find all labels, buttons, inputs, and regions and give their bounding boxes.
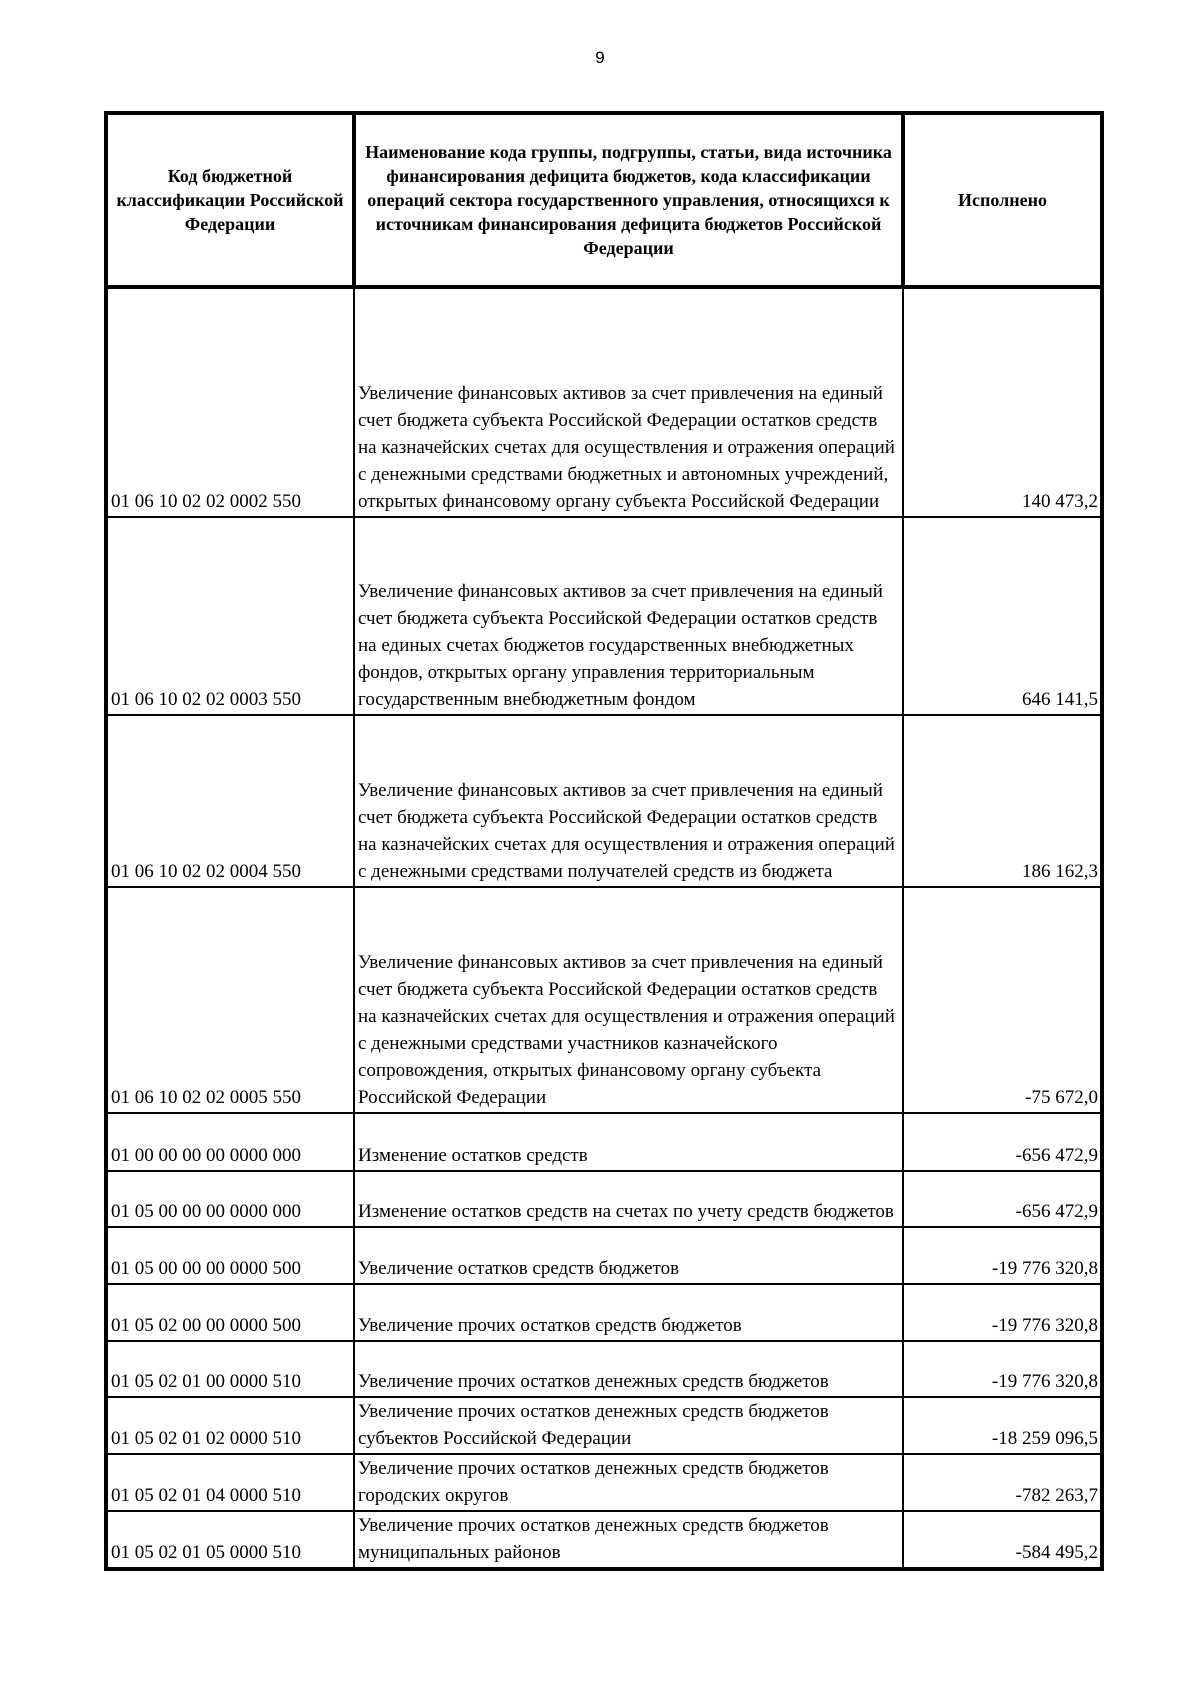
table-row bbox=[106, 517, 1102, 715]
header-row bbox=[106, 113, 1102, 287]
table-row bbox=[106, 1227, 1102, 1284]
row-value: -18 259 096,5 bbox=[903, 1397, 1102, 1454]
row-name: Увеличение прочих остатков денежных средств бюджетов субъектов Российской Федерации bbox=[354, 1397, 903, 1454]
row-value: -75 672,0 bbox=[903, 887, 1102, 1113]
row-name: Увеличение прочих остатков денежных средств бюджетов bbox=[354, 1341, 903, 1397]
table-row bbox=[106, 287, 1102, 517]
table-body bbox=[106, 287, 1102, 1569]
table-row bbox=[106, 1171, 1102, 1227]
row-code: 01 05 02 01 04 0000 510 bbox=[106, 1454, 354, 1511]
row-name: Увеличение финансовых активов за счет привлечения на единый счет бюджета субъекта Российской Федерации остатков средств на казначейских счетах для осуществления и отражения операций с денежными средствами участников казначейского сопровождения, открытых финансовому органу субъекта Российской Федерации bbox=[354, 887, 903, 1113]
page-number: 9 bbox=[595, 48, 605, 67]
row-name: Увеличение финансовых активов за счет привлечения на единый счет бюджета субъекта Российской Федерации остатков средств на казначейских счетах для осуществления и отражения операций с денежными средствами бюджетных и автономных учреждений, открытых финансовому органу субъекта Российской Федерации bbox=[354, 287, 903, 517]
row-code: 01 05 02 00 00 0000 500 bbox=[106, 1284, 354, 1341]
row-name: Изменение остатков средств bbox=[354, 1113, 903, 1171]
row-code: 01 05 00 00 00 0000 500 bbox=[106, 1227, 354, 1284]
row-name: Увеличение прочих остатков денежных средств бюджетов муниципальных районов bbox=[354, 1511, 903, 1569]
row-name: Увеличение остатков средств бюджетов bbox=[354, 1227, 903, 1284]
header-code: Код бюджетной классификации Российской Федерации bbox=[106, 113, 354, 287]
row-code: 01 06 10 02 02 0005 550 bbox=[106, 887, 354, 1113]
row-value: -584 495,2 bbox=[903, 1511, 1102, 1569]
table-row bbox=[106, 1113, 1102, 1171]
row-value: -19 776 320,8 bbox=[903, 1284, 1102, 1341]
table-row bbox=[106, 1454, 1102, 1511]
row-code: 01 05 02 01 00 0000 510 bbox=[106, 1341, 354, 1397]
row-value: -656 472,9 bbox=[903, 1171, 1102, 1227]
row-value: 646 141,5 bbox=[903, 517, 1102, 715]
table-row bbox=[106, 1284, 1102, 1341]
table-row bbox=[106, 715, 1102, 887]
table-row bbox=[106, 1397, 1102, 1454]
row-value: 186 162,3 bbox=[903, 715, 1102, 887]
row-name: Увеличение прочих остатков денежных средств бюджетов городских округов bbox=[354, 1454, 903, 1511]
row-name: Увеличение прочих остатков средств бюджетов bbox=[354, 1284, 903, 1341]
table-row bbox=[106, 887, 1102, 1113]
row-code: 01 06 10 02 02 0002 550 bbox=[106, 287, 354, 517]
row-code: 01 05 02 01 02 0000 510 bbox=[106, 1397, 354, 1454]
table-row bbox=[106, 1341, 1102, 1397]
row-value: 140 473,2 bbox=[903, 287, 1102, 517]
header-name: Наименование кода группы, подгруппы, статьи, вида источника финансирования дефицита бюджетов, кода классификации операций сектора государственного управления, относящихся к источникам финансирования дефицита бюджетов Российской Федерации bbox=[354, 113, 903, 287]
row-value: -782 263,7 bbox=[903, 1454, 1102, 1511]
table-header bbox=[106, 113, 1102, 287]
row-name: Увеличение финансовых активов за счет привлечения на единый счет бюджета субъекта Российской Федерации остатков средств на казначейских счетах для осуществления и отражения операций с денежными средствами получателей средств из бюджета bbox=[354, 715, 903, 887]
row-name: Изменение остатков средств на счетах по учету средств бюджетов bbox=[354, 1171, 903, 1227]
row-name: Увеличение финансовых активов за счет привлечения на единый счет бюджета субъекта Российской Федерации остатков средств на единых счетах бюджетов государственных внебюджетных фондов, открытых органу управления территориальным государственным внебюджетным фондом bbox=[354, 517, 903, 715]
row-code: 01 05 00 00 00 0000 000 bbox=[106, 1171, 354, 1227]
row-code: 01 00 00 00 00 0000 000 bbox=[106, 1113, 354, 1171]
row-code: 01 06 10 02 02 0004 550 bbox=[106, 715, 354, 887]
row-code: 01 06 10 02 02 0003 550 bbox=[106, 517, 354, 715]
row-value: -19 776 320,8 bbox=[903, 1227, 1102, 1284]
budget-table-container bbox=[104, 111, 1100, 1571]
row-code: 01 05 02 01 05 0000 510 bbox=[106, 1511, 354, 1569]
table-row bbox=[106, 1511, 1102, 1569]
header-value: Исполнено bbox=[903, 113, 1102, 287]
row-value: -656 472,9 bbox=[903, 1113, 1102, 1171]
budget-sources-table bbox=[104, 111, 1104, 1571]
row-value: -19 776 320,8 bbox=[903, 1341, 1102, 1397]
